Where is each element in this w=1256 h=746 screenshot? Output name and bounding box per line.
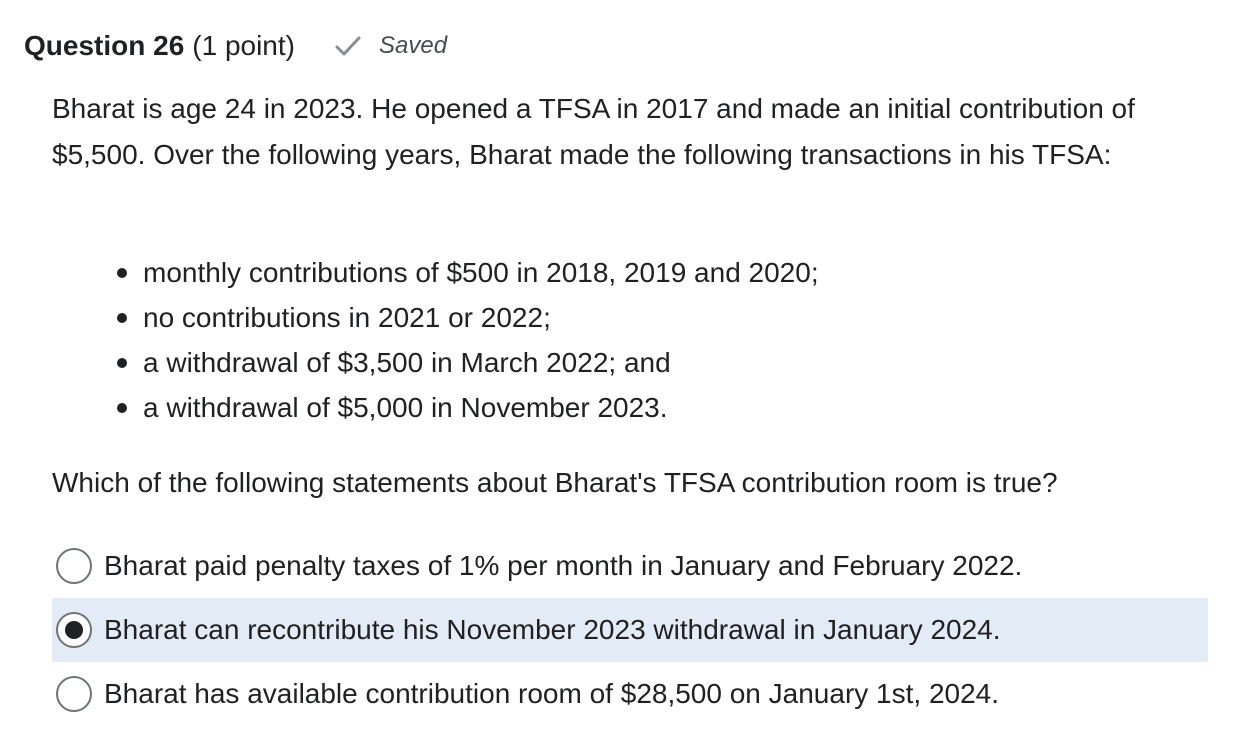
check-icon <box>335 35 361 57</box>
transaction-list <box>110 250 819 430</box>
list-item-text: monthly contributions of $500 in 2018, 2019 and 2020; <box>143 257 819 288</box>
answer-option-1[interactable] <box>52 534 1208 598</box>
question-points: (1 point) <box>192 30 295 61</box>
bullet-icon <box>117 268 127 278</box>
list-item <box>110 295 819 340</box>
radio-button[interactable] <box>56 676 92 712</box>
radio-button[interactable] <box>56 548 92 584</box>
question-stem: Bharat is age 24 in 2023. He opened a TFSA in 2017 and made an initial contribution of $5,500. Over the following years, Bharat made the following transactions in his TFSA: <box>52 93 1135 170</box>
question-title: Question 26 <box>24 30 185 61</box>
list-item <box>110 340 819 385</box>
radio-selected-icon <box>65 621 83 639</box>
question-prompt: Which of the following statements about Bharat's TFSA contribution room is true? <box>52 467 1058 498</box>
list-item-text: a withdrawal of $3,500 in March 2022; and <box>143 347 671 378</box>
list-item-text: no contributions in 2021 or 2022; <box>143 302 551 333</box>
bullet-icon <box>117 403 127 413</box>
answer-option-label[interactable]: Bharat paid penalty taxes of 1% per month in January and February 2022. <box>104 550 1023 581</box>
saved-status <box>335 32 447 60</box>
question-header <box>24 26 447 66</box>
answer-options <box>52 534 1208 726</box>
answer-option-label[interactable]: Bharat can recontribute his November 2023 withdrawal in January 2024. <box>104 614 1001 645</box>
answer-option-2[interactable] <box>52 598 1208 662</box>
answer-option-label[interactable]: Bharat has available contribution room of $28,500 on January 1st, 2024. <box>104 678 1000 709</box>
answer-option-3[interactable] <box>52 662 1208 726</box>
bullet-icon <box>117 358 127 368</box>
radio-button-selected[interactable] <box>56 612 92 648</box>
bullet-icon <box>117 313 127 323</box>
list-item-text: a withdrawal of $5,000 in November 2023. <box>143 392 668 423</box>
saved-label: Saved <box>378 32 448 59</box>
list-item <box>110 250 819 295</box>
list-item <box>110 385 819 430</box>
